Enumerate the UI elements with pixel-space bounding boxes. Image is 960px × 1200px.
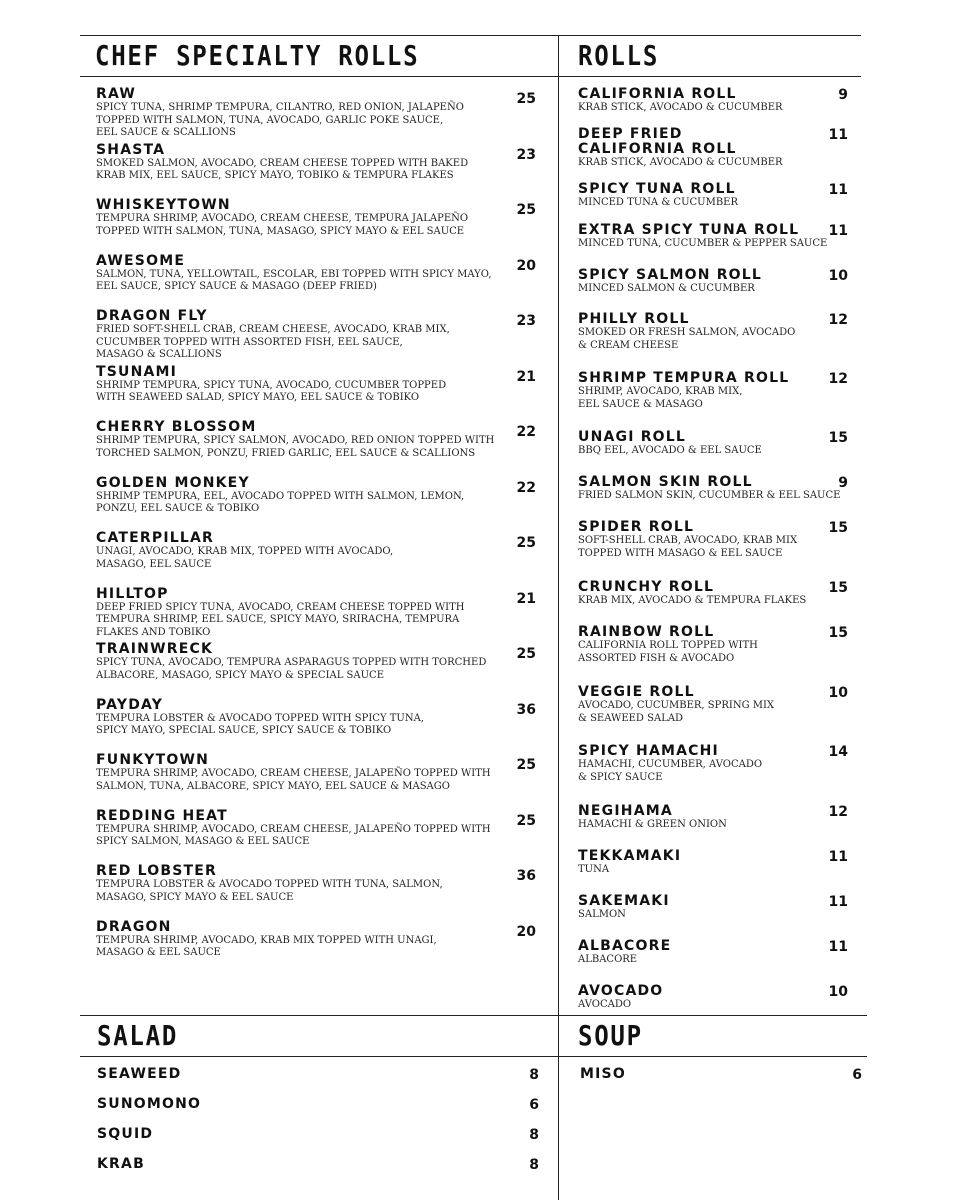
item-price: 6 [852,1067,862,1083]
item-name: DRAGON [96,918,172,935]
item-description: KRAB MIX, AVOCADO & TEMPURA FLAKES [578,595,807,606]
item-price: 8 [529,1157,539,1173]
item-name: SPICY SALMON ROLL [578,267,763,283]
soup-header-rule [559,1056,867,1057]
chef-menu-item [96,920,536,976]
rolls-menu-item [578,127,848,182]
item-description: ALBACORE [578,954,638,965]
item-name: CRUNCHY ROLL [578,579,715,595]
item-name: WHISKEYTOWN [96,197,231,213]
chef-menu-item [96,309,536,365]
item-name: RED LOBSTER [96,863,218,879]
item-price: 10 [828,984,848,1000]
item-price: 25 [516,646,536,662]
item-description: MINCED SALMON & CUCUMBER [578,283,755,294]
item-price: 11 [828,182,848,198]
item-price: 15 [828,430,848,446]
rolls-menu-item [578,312,848,371]
item-price: 20 [516,257,536,274]
column-divider [558,36,559,1200]
item-name: MISO [580,1066,626,1082]
item-price: 25 [516,535,536,551]
item-name: UNAGI ROLL [578,429,687,445]
item-description: SMOKED OR FRESH SALMON, AVOCADO & CREAM CHEESE [578,327,796,351]
chef-menu-item [96,809,536,865]
rolls-menu-item [578,430,848,475]
item-price: 25 [516,91,536,107]
item-description: AVOCADO, CUCUMBER, SPRING MIX & SEAWEED SALAD [578,700,775,724]
chef-header-rule [80,76,558,77]
rolls-menu-item [578,939,848,984]
chef-specialty-list [96,87,536,975]
chef-menu-item [96,642,536,698]
item-name: TSUNAMI [96,363,178,380]
item-price: 11 [828,849,848,865]
item-description: SHRIMP TEMPURA, SPICY SALMON, AVOCADO, RED ONION TOPPED WITH TORCHED SALMON, PONZU, FRIED GARLIC, EEL SAUCE & SCALLIONS [96,435,495,459]
item-name: REDDING HEAT [96,807,228,824]
item-name: ALBACORE [578,938,672,954]
item-description: TEMPURA SHRIMP, AVOCADO, CREAM CHEESE, JALAPEÑO TOPPED WITH SPICY SALMON, MASAGO & EEL SAUCE [96,823,491,847]
item-description: DEEP FRIED SPICY TUNA, AVOCADO, CREAM CHEESE TOPPED WITH TEMPURA SHRIMP, EEL SAUCE, SPICY MAYO, SRIRACHA, TEMPURA FLAKES AND TOBIKO [96,601,465,638]
rolls-menu-item [578,804,848,849]
item-description: UNAGI, AVOCADO, KRAB MIX, TOPPED WITH AVOCADO, MASAGO, EEL SAUCE [96,546,394,570]
item-price: 10 [828,268,848,284]
item-name: KRAB [97,1156,145,1172]
item-name: VEGGIE ROLL [578,684,695,700]
item-price: 36 [516,868,536,884]
chef-menu-item [96,420,536,476]
item-price: 36 [516,701,536,718]
item-name: SHASTA [96,141,166,158]
item-description: SALMON [578,909,626,920]
item-name: CHERRY BLOSSOM [96,419,257,435]
soup-heading: SOUP [578,1019,643,1052]
item-price: 23 [516,313,536,329]
salad-menu-item [97,1067,539,1097]
item-price: 20 [516,923,536,940]
item-name: CALIFORNIA ROLL [578,86,737,102]
item-price: 15 [828,580,848,596]
item-price: 23 [516,146,536,163]
item-description: TEMPURA SHRIMP, AVOCADO, CREAM CHEESE, TEMPURA JALAPEÑO TOPPED WITH SALMON, TUNA, MASAGO, SPICY MAYO & EEL SAUCE [96,213,469,237]
rolls-menu-item [578,87,848,127]
top-rule [80,35,861,36]
chef-menu-item [96,864,536,920]
item-price: 25 [516,812,536,829]
item-price: 25 [516,202,536,218]
item-description: SMOKED SALMON, AVOCADO, CREAM CHEESE TOPPED WITH BAKED KRAB MIX, EEL SAUCE, SPICY MAYO, TOBIKO & TEMPURA FLAKES [96,157,469,181]
item-description: TEMPURA LOBSTER & AVOCADO TOPPED WITH TUNA, SALMON, MASAGO, SPICY MAYO & EEL SAUCE [96,879,443,903]
item-name: SUNOMONO [97,1096,202,1112]
rolls-menu-item [578,475,848,520]
chef-menu-item [96,753,536,809]
rolls-menu-item [578,894,848,939]
item-name: SPICY HAMACHI [578,743,719,759]
item-description: SOFT-SHELL CRAB, AVOCADO, KRAB MIX TOPPED WITH MASAGO & EEL SAUCE [578,535,798,559]
item-name: SQUID [97,1126,154,1142]
item-description: KRAB STICK, AVOCADO & CUCUMBER [578,157,783,168]
rolls-heading: ROLLS [578,39,660,72]
item-name: DEEP FRIED CALIFORNIA ROLL [578,126,737,157]
chef-menu-item [96,365,536,421]
soup-list [580,1067,862,1097]
item-price: 22 [516,424,536,440]
item-name: PAYDAY [96,696,164,713]
item-price: 12 [828,804,848,820]
salad-heading: SALAD [97,1019,179,1052]
item-description: SALMON, TUNA, YELLOWTAIL, ESCOLAR, EBI TOPPED WITH SPICY MAYO, EEL SAUCE, SPICY SAUCE & MASAGO (DEEP FRIED) [96,268,492,292]
item-description: TEMPURA SHRIMP, AVOCADO, KRAB MIX TOPPED WITH UNAGI, MASAGO & EEL SAUCE [96,934,437,958]
item-name: DRAGON FLY [96,308,208,324]
item-price: 25 [516,757,536,773]
salad-menu-item [97,1157,539,1187]
item-description: FRIED SOFT-SHELL CRAB, CREAM CHEESE, AVOCADO, KRAB MIX, CUCUMBER TOPPED WITH ASSORTED FISH, EEL SAUCE, MASAGO & SCALLIONS [96,324,450,360]
item-name: CATERPILLAR [96,530,215,546]
item-name: SAKEMAKI [578,893,670,909]
item-description: SPICY TUNA, SHRIMP TEMPURA, CILANTRO, RED ONION, JALAPEÑO TOPPED WITH SALMON, TUNA, AVOCADO, GARLIC POKE SAUCE, EEL SAUCE & SCALLIONS [96,102,464,138]
item-name: RAINBOW ROLL [578,624,715,640]
chef-menu-item [96,476,536,532]
item-price: 12 [828,312,848,328]
item-name: HILLTOP [96,585,169,602]
item-name: GOLDEN MONKEY [96,474,250,491]
item-price: 10 [828,685,848,701]
item-price: 11 [828,939,848,955]
item-description: BBQ EEL, AVOCADO & EEL SAUCE [578,445,762,456]
item-name: TRAINWRECK [96,641,213,657]
item-price: 22 [516,479,536,496]
chef-menu-item [96,87,536,143]
item-description: CALIFORNIA ROLL TOPPED WITH ASSORTED FISH & AVOCADO [578,640,758,664]
item-description: SHRIMP TEMPURA, SPICY TUNA, AVOCADO, CUCUMBER TOPPED WITH SEAWEED SALAD, SPICY MAYO, EEL SAUCE & TOBIKO [96,379,447,403]
item-price: 12 [828,371,848,387]
item-name: NEGIHAMA [578,803,673,819]
item-name: TEKKAMAKI [578,848,682,864]
item-name: PHILLY ROLL [578,311,690,327]
item-name: RAW [96,86,137,102]
item-description: HAMACHI & GREEN ONION [578,819,727,830]
item-description: MINCED TUNA & CUCUMBER [578,197,738,208]
item-name: SEAWEED [97,1066,182,1082]
chef-menu-item [96,198,536,254]
rolls-menu-item [578,371,848,430]
item-name: AWESOME [96,252,186,269]
item-description: HAMACHI, CUCUMBER, AVOCADO & SPICY SAUCE [578,759,763,783]
item-description: TEMPURA LOBSTER & AVOCADO TOPPED WITH SPICY TUNA, SPICY MAYO, SPECIAL SAUCE, SPICY SAUCE & TOBIKO [96,712,424,736]
rolls-menu-item [578,580,848,625]
item-description: SHRIMP, AVOCADO, KRAB MIX, EEL SAUCE & MASAGO [578,386,743,410]
item-price: 8 [529,1067,539,1083]
item-description: AVOCADO [578,999,632,1010]
item-description: SHRIMP TEMPURA, EEL, AVOCADO TOPPED WITH SALMON, LEMON, PONZU, EEL SAUCE & TOBIKO [96,490,465,514]
rolls-header-rule [559,76,861,77]
item-price: 15 [828,520,848,536]
rolls-menu-item [578,685,848,744]
item-price: 9 [838,475,848,491]
item-description: FRIED SALMON SKIN, CUCUMBER & EEL SAUCE [578,490,841,501]
soup-menu-item [580,1067,862,1097]
item-price: 6 [529,1097,539,1113]
rolls-menu-item [578,268,848,312]
item-name: SPIDER ROLL [578,519,695,535]
rolls-menu-item [578,223,848,268]
item-price: 21 [516,590,536,607]
item-price: 21 [516,368,536,385]
item-name: SALMON SKIN ROLL [578,474,753,490]
rolls-menu-item [578,744,848,804]
item-name: FUNKYTOWN [96,752,210,768]
chef-menu-item [96,143,536,199]
rolls-menu-item [578,984,848,1029]
chef-menu-item [96,698,536,754]
rolls-menu-item [578,625,848,685]
rolls-list [578,87,848,1029]
item-description: TUNA [578,864,610,875]
salad-list [97,1067,539,1187]
item-name: SHRIMP TEMPURA ROLL [578,370,790,386]
item-description: KRAB STICK, AVOCADO & CUCUMBER [578,102,783,113]
item-name: EXTRA SPICY TUNA ROLL [578,222,800,238]
rolls-menu-item [578,182,848,223]
item-price: 11 [828,127,848,143]
item-description: SPICY TUNA, AVOCADO, TEMPURA ASPARAGUS TOPPED WITH TORCHED ALBACORE, MASAGO, SPICY MAYO & SPECIAL SAUCE [96,657,487,681]
item-name: SPICY TUNA ROLL [578,181,736,197]
item-price: 9 [838,87,848,103]
chef-specialty-heading: CHEF SPECIALTY ROLLS [95,39,420,72]
salad-menu-item [97,1127,539,1157]
item-price: 8 [529,1127,539,1143]
rolls-menu-item [578,849,848,894]
salad-menu-item [97,1097,539,1127]
item-description: TEMPURA SHRIMP, AVOCADO, CREAM CHEESE, JALAPEÑO TOPPED WITH SALMON, TUNA, ALBACORE, SPICY MAYO, EEL SAUCE & MASAGO [96,768,491,792]
item-description: MINCED TUNA, CUCUMBER & PEPPER SAUCE [578,238,828,249]
chef-menu-item [96,254,536,310]
chef-menu-item [96,587,536,643]
item-price: 14 [828,744,848,760]
item-name: AVOCADO [578,983,664,999]
item-price: 11 [828,223,848,239]
rolls-menu-item [578,520,848,580]
chef-menu-item [96,531,536,587]
item-price: 11 [828,894,848,910]
salad-header-rule [80,1056,558,1057]
item-price: 15 [828,625,848,641]
